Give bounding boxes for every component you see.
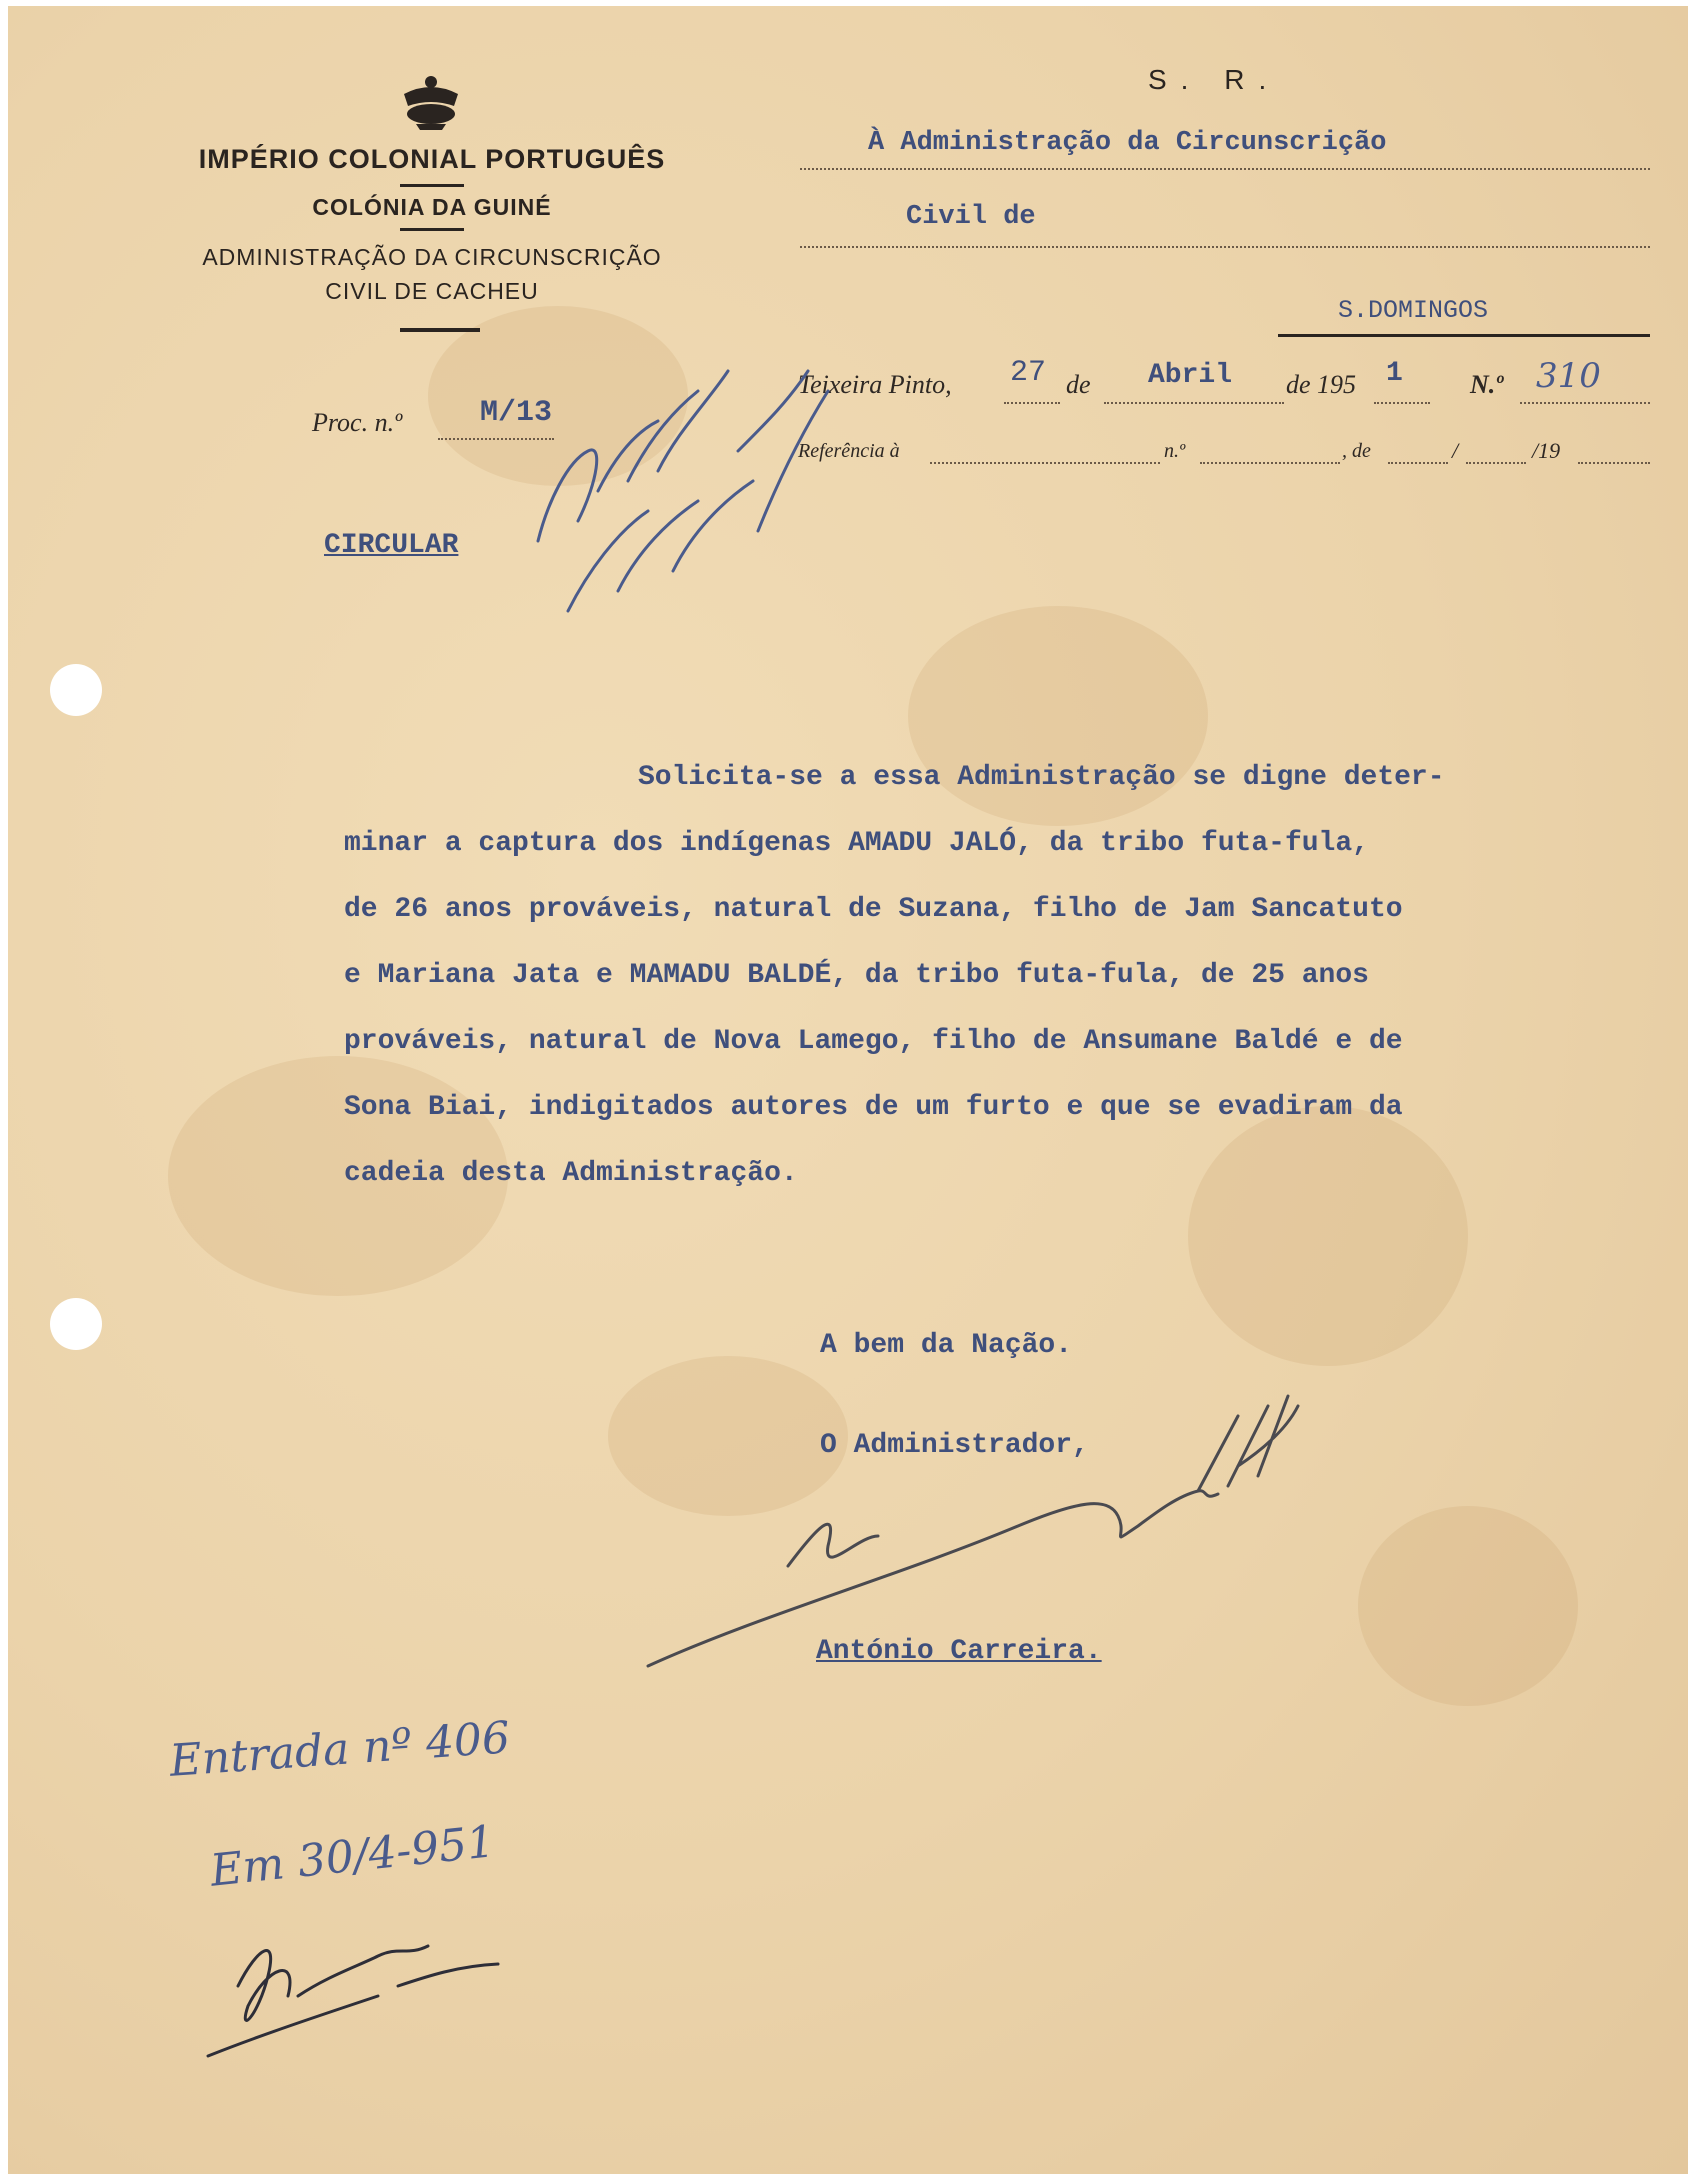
- dateline-number-label: N.º: [1470, 370, 1504, 399]
- service-mark: S. R.: [1148, 64, 1281, 95]
- addressee-line-1: À Administração da Circunscrição: [868, 128, 1387, 158]
- reference-slash: /: [1452, 438, 1459, 463]
- dateline-place-label: Teixeira Pinto,: [798, 370, 952, 399]
- registry-entry: Entrada nº 406: [168, 1712, 512, 1787]
- punch-hole-top: [50, 664, 102, 716]
- process-number: M/13: [480, 396, 553, 430]
- date-day: 27: [1010, 356, 1047, 390]
- date-year-digit: 1: [1386, 358, 1403, 389]
- letterhead-rule-3: [400, 328, 480, 332]
- district-title: CIVIL DE CACHEU: [325, 278, 539, 304]
- addressee-rule: [1278, 334, 1650, 337]
- registry-date: Em 30/4-951: [208, 1816, 498, 1897]
- punch-hole-bottom: [50, 1298, 102, 1350]
- body-line-3: de 26 anos prováveis, natural de Suzana, filho de Jam Sancatuto: [344, 894, 1403, 925]
- circular-label: CIRCULAR: [324, 530, 459, 561]
- dateline-year-label: de 195: [1286, 370, 1357, 399]
- administration-title: ADMINISTRAÇÃO DA CIRCUNSCRIÇÃO: [202, 244, 662, 270]
- body-line-2: minar a captura dos indígenas AMADU JALÓ, da tribo futa-fula,: [344, 828, 1369, 859]
- date-month: Abril: [1148, 360, 1233, 391]
- colony-title: COLÓNIA DA GUINÉ: [312, 194, 552, 220]
- letterhead-rule-1: [400, 184, 464, 187]
- reference-label: Referência à: [798, 440, 900, 462]
- addressee-line-2: Civil de: [906, 202, 1036, 232]
- empire-title: IMPÉRIO COLONIAL PORTUGUÊS: [198, 144, 666, 174]
- dateline-de-label: de: [1066, 370, 1091, 399]
- administrator-signature: [638, 1386, 1338, 1666]
- dateline-number: 310: [1536, 356, 1601, 396]
- closing-salutation: A bem da Nação.: [820, 1330, 1073, 1361]
- armillary-crown-emblem-icon: [396, 72, 466, 132]
- administrator-name: António Carreira.: [816, 1636, 1102, 1667]
- reference-de-label: , de: [1342, 440, 1371, 462]
- body-line-7: cadeia desta Administração.: [344, 1158, 798, 1189]
- body-line-1: Solicita-se a essa Administração se digne deter-: [638, 762, 1445, 793]
- letterhead-rule-2: [400, 228, 464, 231]
- addressee-place: S.DOMINGOS: [1338, 296, 1489, 325]
- process-label: Proc. n.º: [312, 408, 403, 437]
- reference-year-label: /19: [1532, 438, 1561, 463]
- closing-title: O Administrador,: [820, 1430, 1089, 1461]
- body-line-4: e Mariana Jata e MAMADU BALDÉ, da tribo futa-fula, de 25 anos: [344, 960, 1369, 991]
- registry-signature: [198, 1926, 518, 2066]
- body-line-5: prováveis, natural de Nova Lamego, filho de Ansumane Baldé e de: [344, 1026, 1403, 1057]
- body-line-6: Sona Biai, indigitados autores de um furto e que se evadiram da: [344, 1092, 1403, 1123]
- handwritten-annotation: [508, 331, 838, 621]
- reference-n-label: n.º: [1164, 440, 1186, 462]
- document-sheet: [8, 6, 1688, 2174]
